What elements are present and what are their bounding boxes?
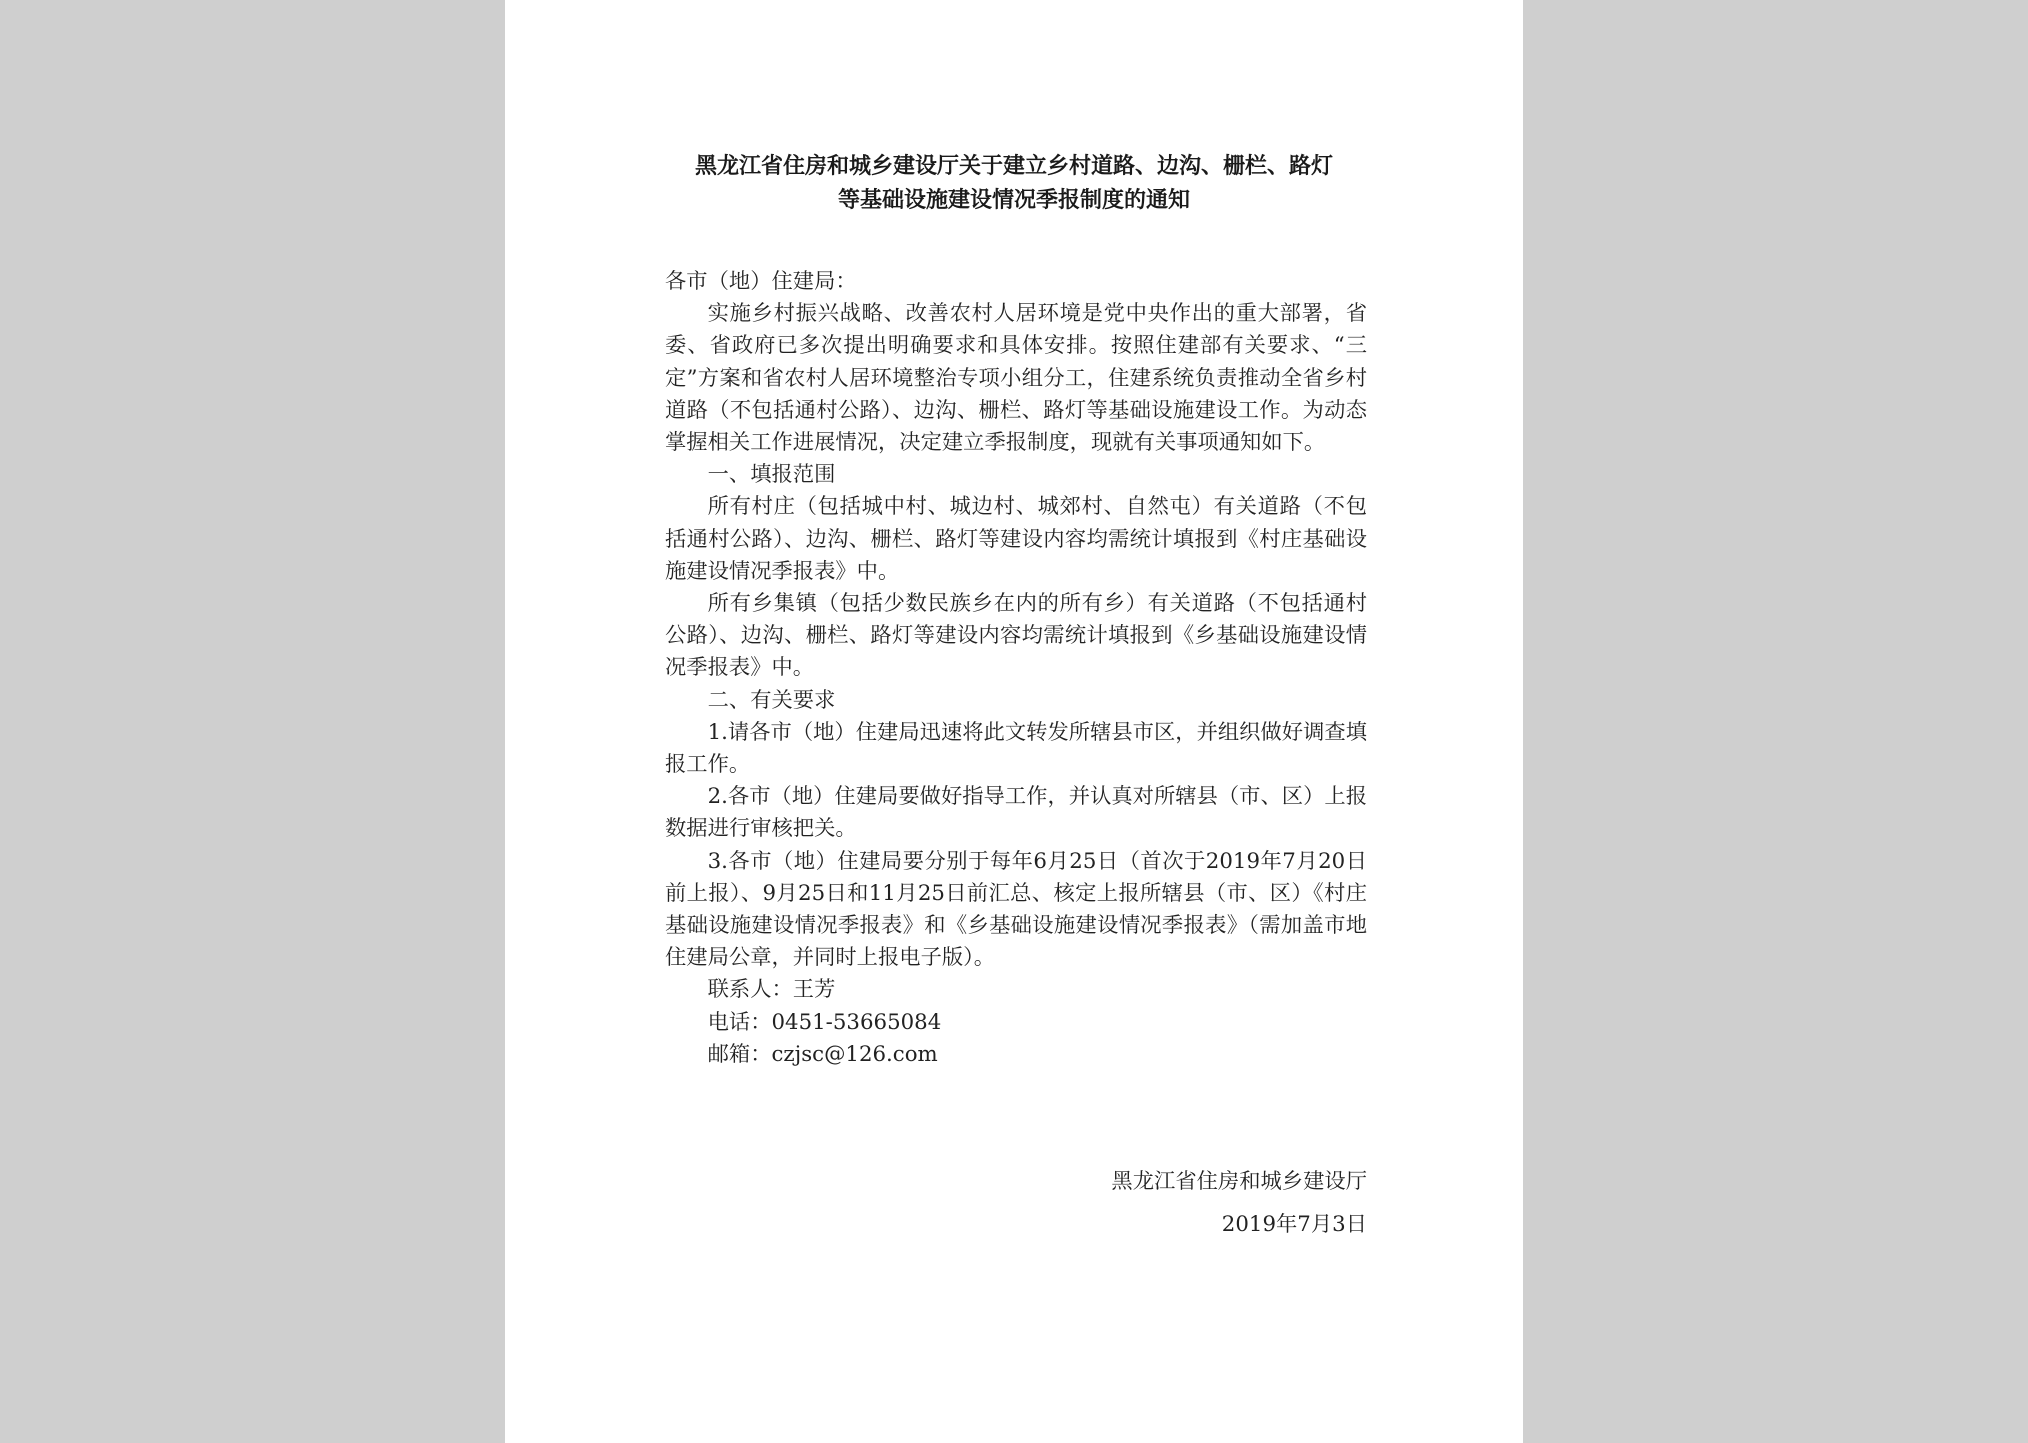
document-title [505, 150, 1523, 218]
issuer-name: 黑龙江省住房和城乡建设厅 [1111, 1169, 1367, 1194]
requirement-3: 3.各市（地）住建局要分别于每年6月25日（首次于2019年7月20日前上报）、9月25日和11月25日前汇总、核定上报所辖县（市、区）《村庄基础设施建设情况季报表》和《乡基础设施建设情况季报表》（需加盖市地住建局公章，并同时上报电子版）。 [665, 848, 1367, 971]
title-line-2: 等基础设施建设情况季报制度的通知 [837, 188, 1190, 213]
paragraph-villages: 所有村庄（包括城中村、城边村、城郊村、自然屯）有关道路（不包括通村公路）、边沟、栅栏、路灯等建设内容均需统计填报到《村庄基础设施建设情况季报表》中。 [665, 494, 1367, 584]
contact-email: 邮箱：czjsc@126.com [707, 1041, 938, 1067]
contact-person: 联系人：王芳 [707, 977, 836, 1003]
paragraph-intro: 实施乡村振兴战略、改善农村人居环境是党中央作出的重大部署，省委、省政府已多次提出明确要求和具体安排。按照住建部有关要求、“三定”方案和省农村人居环境整治专项小组分工，住建系统负责推动全省乡村道路（不包括通村公路）、边沟、栅栏、路灯等基础设施建设工作。为动态掌握相关工作进展情况，决定建立季报制度，现就有关事项通知如下。 [665, 301, 1367, 456]
requirement-1: 1.请各市（地）住建局迅速将此文转发所辖县市区，并组织做好调查填报工作。 [665, 719, 1367, 778]
section-heading-scope: 一、填报范围 [707, 462, 836, 488]
title-line-1: 黑龙江省住房和城乡建设厅关于建立乡村道路、边沟、栅栏、路灯 [694, 154, 1333, 179]
salutation: 各市（地）住建局： [665, 269, 857, 294]
paragraph-townships: 所有乡集镇（包括少数民族乡在内的所有乡）有关道路（不包括通村公路）、边沟、栅栏、路灯等建设内容均需统计填报到《乡基础设施建设情况季报表》中。 [665, 591, 1367, 681]
requirement-2: 2.各市（地）住建局要做好指导工作，并认真对所辖县（市、区）上报数据进行审核把关。 [665, 784, 1367, 842]
document-page [505, 0, 1523, 1443]
contact-phone: 电话：0451-53665084 [707, 1009, 942, 1035]
document-body [665, 266, 1367, 1071]
section-heading-requirements: 二、有关要求 [707, 687, 836, 713]
issue-date: 2019年7月3日 [1221, 1212, 1367, 1237]
